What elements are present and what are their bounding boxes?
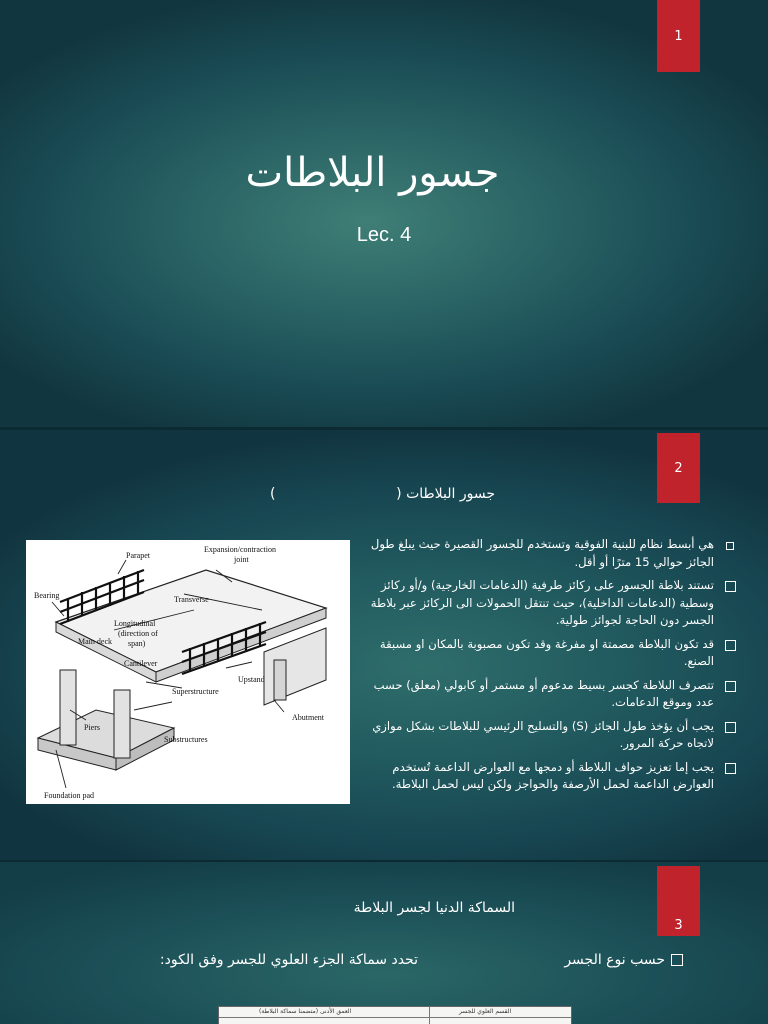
label-main-deck: Main deck bbox=[78, 637, 112, 646]
bullet-box-icon bbox=[725, 722, 736, 733]
slide-2 bbox=[0, 430, 768, 860]
slide-number: 3 bbox=[674, 917, 683, 933]
bullet-box-icon bbox=[726, 542, 734, 550]
label-transverse: Transverse bbox=[174, 595, 209, 604]
label-cantilever: Cantilever bbox=[124, 659, 158, 668]
list-item: تستند بلاطة الجسور على ركائز طرفية (الدعامات الخارجية) و/أو ركائز وسطية (الدعامات الداخلية)، حيث تنتقل الحمولات الى الركائز عبر بلاطة الجسر دون الحاجة لجوائز طولية. bbox=[358, 577, 736, 630]
label-upstand: Upstand bbox=[238, 675, 265, 684]
label-bearing: Bearing bbox=[34, 591, 60, 600]
slide-title: السماكة الدنيا لجسر البلاطة bbox=[353, 900, 515, 916]
title-text: جسور البلاطات ( bbox=[396, 486, 495, 502]
slide-number-badge bbox=[657, 433, 700, 503]
bullet-box-icon bbox=[725, 581, 736, 592]
bridge-diagram bbox=[26, 540, 350, 804]
table-header-left: العمق الأدنى (متضمنا سماكة البلاطة) bbox=[259, 1008, 352, 1015]
bullet-bridge-type: حسب نوع الجسر bbox=[545, 952, 683, 968]
label-direction: (direction of bbox=[118, 629, 158, 638]
slide-subtitle: Lec. 4 bbox=[356, 224, 412, 246]
table-header-right: القسم العلوي للجسر bbox=[459, 1008, 512, 1015]
pier-right bbox=[114, 690, 130, 758]
slide-number-badge bbox=[657, 0, 700, 72]
slide-3 bbox=[0, 862, 768, 1024]
slide-number: 2 bbox=[674, 460, 683, 476]
thickness-table bbox=[218, 1006, 572, 1024]
list-item: يجب إما تعزيز حواف البلاطة أو دمجها مع العوارض الداعمة تُستخدم العوارض الداعمة لحمل الأرصفة والحواجز ولكن ليس لحمل البلاطة. bbox=[358, 759, 736, 794]
slide-title bbox=[270, 486, 495, 502]
label-abutment: Abutment bbox=[292, 713, 324, 722]
bullet-box-icon bbox=[725, 681, 736, 692]
bullet-box-icon bbox=[725, 640, 736, 651]
list-item: هي أبسط نظام للبنية الفوقية وتستخدم للجسور القصيرة حيث يبلغ طول الجائز حوالي 15 مترًا أو أقل. bbox=[358, 536, 736, 571]
slide-number-badge bbox=[657, 866, 700, 936]
bullet-box-icon bbox=[725, 763, 736, 774]
slide-title: جسور البلاطات bbox=[245, 150, 500, 196]
code-thickness-text: تحدد سماكة الجزء العلوي للجسر وفق الكود: bbox=[159, 952, 418, 968]
label-joint: joint bbox=[234, 555, 249, 564]
slide-number: 1 bbox=[674, 28, 683, 44]
label-foundation-pad: Foundation pad bbox=[44, 791, 94, 800]
label-superstructure: Superstructure bbox=[172, 687, 219, 696]
label-piers: Piers bbox=[84, 723, 100, 732]
list-item: يجب أن يؤخذ طول الجائز (S) والتسليح الرئيسي للبلاطات بشكل موازي لاتجاه حركة المرور. bbox=[358, 718, 736, 753]
bridge-diagram-svg bbox=[26, 540, 350, 804]
list-item: قد تكون البلاطة مصمتة او مفرغة وقد تكون مصبوبة بالمكان او مسبقة الصنع. bbox=[358, 636, 736, 671]
abutment-column bbox=[274, 660, 286, 700]
abutment-shape bbox=[264, 628, 326, 705]
slide-1 bbox=[0, 0, 768, 427]
pier-left bbox=[60, 670, 76, 745]
list-item: تتصرف البلاطة كجسر بسيط مدعوم أو مستمر أو كابولي (معلق) حسب عدد وموقع الدعامات. bbox=[358, 677, 736, 712]
label-longitudinal: Longitudinal bbox=[114, 619, 156, 628]
label-substructures: Substructures bbox=[164, 735, 208, 744]
bullet-list bbox=[358, 536, 736, 800]
title-close-paren: ) bbox=[270, 486, 276, 502]
label-expansion: Expansion/contraction bbox=[204, 545, 276, 554]
label-span: span) bbox=[128, 639, 146, 648]
bullet-box-icon bbox=[671, 954, 683, 966]
label-parapet: Parapet bbox=[126, 551, 150, 560]
